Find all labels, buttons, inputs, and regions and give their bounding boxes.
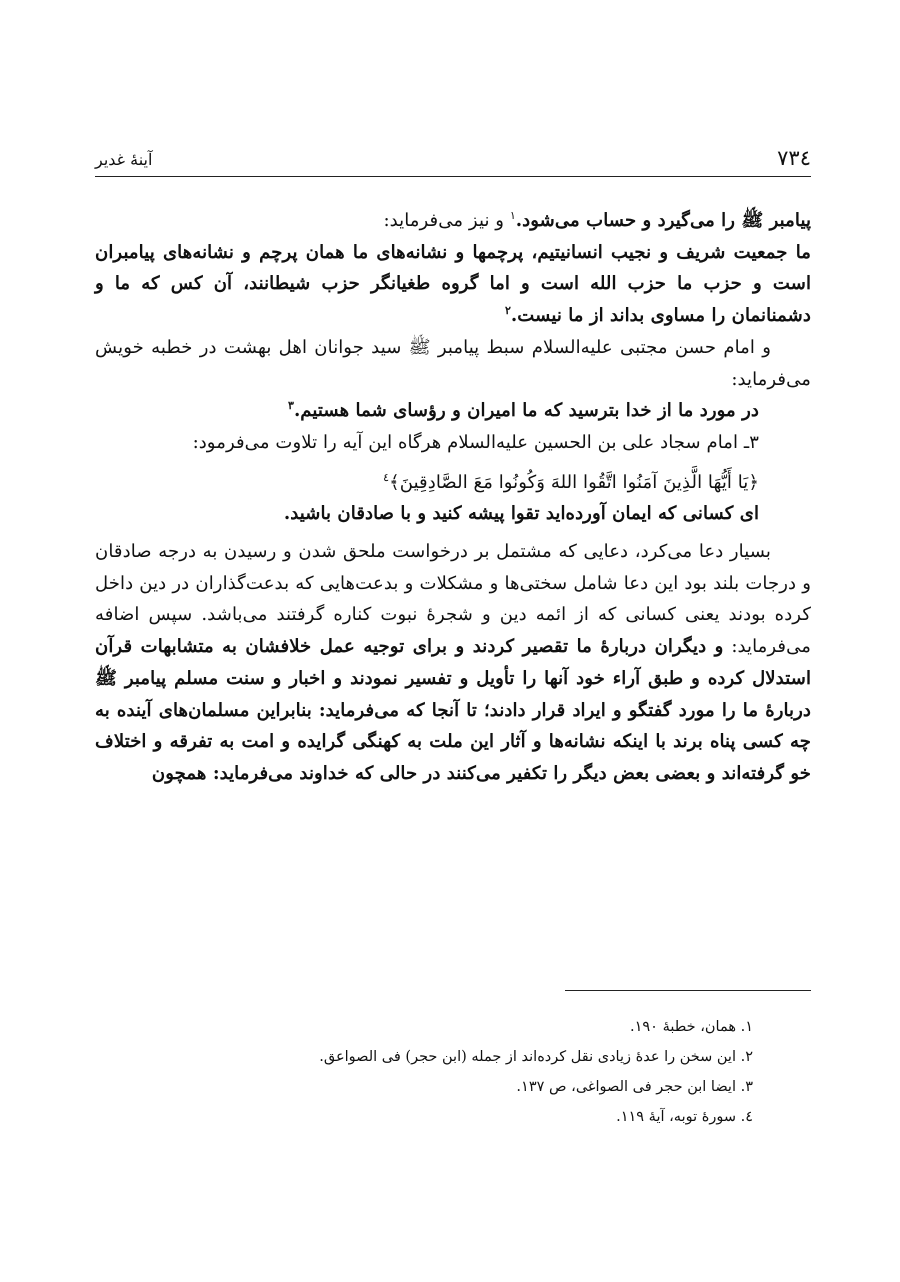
paragraph-1 (95, 205, 811, 237)
footnote-2: ۲. این سخن را عدهٔ زیادی نقل کرده‌اند از جمله (ابن حجر) فی الصواعق. (319, 1049, 753, 1065)
page-number: ۷۳٤ (777, 146, 811, 170)
paragraph-8-plain: بسیار دعا می‌کرد، دعایی که مشتمل بر درخواست ملحق شدن و رسیدن به درجه صادقان و درجات بلند بود این دعا شامل سختی‌ها و مشکلات و بدعت‌هایی که بدعت‌گذاران در دین داخل کرده بودند یعنی کسانی که از ائمه دین و شجرهٔ نبوت کناره گرفتند می‌باشد. سپس اضافه می‌فرماید: (95, 541, 811, 658)
quran-verse (95, 467, 811, 499)
footnotes (95, 1012, 753, 1132)
verse-translation: ای کسانی که ایمان آورده‌اید تقوا پیشه کنید و با صادقان باشید. (283, 503, 759, 525)
footnote-ref-4: ٤ (383, 470, 390, 484)
footnote-ref-2: ۲ (505, 304, 511, 318)
paragraph-8 (95, 536, 811, 790)
footnote-1: ۱. همان، خطبهٔ ۱۹۰. (629, 1019, 753, 1035)
quote-end: پیامبر ﷺ را می‌گیرد و حساب می‌شود. (515, 210, 811, 231)
quote-2 (95, 237, 811, 332)
running-title: آینهٔ غدیر (95, 150, 153, 169)
footnote-3: ۳. ایضا ابن حجر فی الصواغی، ص ۱۳۷. (516, 1079, 753, 1095)
quran-verse-text: ﴿یَا أَیُّهَا الَّذِینَ آمَنُوا اتَّقُوا اللهَ وَکُونُوا مَعَ الصَّادِقِینَ﴾ (389, 471, 759, 493)
main-text (95, 205, 811, 790)
paragraph-5: ۳ـ امام سجاد علی بن الحسین علیه‌السلام هرگاه این آیه را تلاوت می‌فرمود: (192, 431, 759, 453)
paragraph-8-quote: و دیگران دربارهٔ ما تقصیر کردند و برای توجیه عمل خلافشان به متشابهات قرآن استدلال کرده و طبق آراء خود آنها را تأویل و تفسیر نمودند و اخبار و سنت مسلم پیامبر ﷺ دربارهٔ ما را مورد گفتگو و ایراد قرار دادند؛ تا آنجا که می‌فرماید: بنابراین مسلمان‌های آینده به چه کسی پناه برند با اینکه نشانه‌ها و آثار این ملت به کهنگی گرایده و امت به تفرقه و اختلاف خو گرفته‌اند و بعضی بعض دیگر را تکفیر می‌کنند در حالی که خداوند می‌فرماید: همچون (95, 636, 811, 784)
book-page (95, 0, 811, 1282)
quote-3 (95, 395, 811, 427)
footnote-4: ٤. سورهٔ توبه، آیهٔ ۱۱۹. (616, 1109, 753, 1125)
quote-2-text: ما جمعیت شریف و نجیب انسانیتیم، پرچمها و نشانه‌های ما همان پرچم و نشانه‌های پیامبران است و حزب ما حزب الله است و اما گروه طغیانگر حزب شیطانند، آن کس که ما و دشمنانمان را مساوی بداند از ما نیست. (95, 241, 811, 327)
quote-3-text: در مورد ما از خدا بترسید که ما امیران و رؤسای شما هستیم. (293, 400, 759, 422)
footnote-separator (565, 990, 811, 991)
intro-text: و نیز می‌فرماید: (383, 210, 510, 231)
footnote-ref-1: ۱ (509, 208, 516, 222)
footnote-ref-3: ۳ (288, 399, 294, 413)
page-header (95, 142, 811, 177)
paragraph-3: و امام حسن مجتبی علیه‌السلام سبط پیامبر ﷺ سید جوانان اهل بهشت در خطبه خویش می‌فرماید: (95, 336, 811, 390)
